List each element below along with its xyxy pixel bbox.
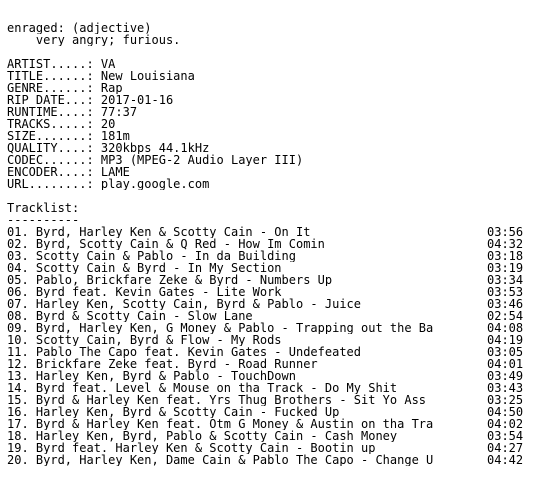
track-duration: 04:42 bbox=[487, 453, 524, 467]
track-duration: 04:19 bbox=[487, 333, 524, 347]
track-row bbox=[7, 262, 529, 274]
track-row bbox=[7, 454, 529, 466]
track-title: 07. Harley Ken, Scotty Cain, Byrd & Pablo - Juice bbox=[7, 298, 362, 310]
track-row bbox=[7, 334, 529, 346]
track-duration: 02:54 bbox=[487, 309, 524, 323]
track-title: 04. Scotty Cain & Byrd - In My Section bbox=[7, 262, 282, 274]
track-duration: 04:50 bbox=[487, 405, 524, 419]
track-row bbox=[7, 310, 529, 322]
track-title: 03. Scotty Cain & Pablo - In da Building bbox=[7, 250, 296, 262]
track-row bbox=[7, 346, 529, 358]
track-title: 15. Byrd & Harley Ken feat. Yrs Thug Brothers - Sit Yo Ass bbox=[7, 394, 427, 406]
track-title: 20. Byrd, Harley Ken, Dame Cain & Pablo The Capo - Change U bbox=[7, 454, 434, 466]
track-duration: 03:18 bbox=[487, 249, 524, 263]
track-duration: 03:25 bbox=[487, 393, 524, 407]
track-row bbox=[7, 250, 529, 262]
track-duration: 03:05 bbox=[487, 345, 524, 359]
release-info bbox=[7, 58, 529, 190]
track-title: 12. Brickfare Zeke feat. Byrd - Road Runner bbox=[7, 358, 318, 370]
track-row bbox=[7, 298, 529, 310]
track-duration: 04:01 bbox=[487, 357, 524, 371]
track-row bbox=[7, 430, 529, 442]
track-row bbox=[7, 382, 529, 394]
info-runtime: RUNTIME....: 77:37 bbox=[7, 106, 138, 118]
definition-meaning: very angry; furious. bbox=[7, 34, 181, 46]
track-duration: 03:56 bbox=[487, 225, 524, 239]
track-duration: 04:02 bbox=[487, 417, 524, 431]
spacer bbox=[7, 190, 529, 202]
track-title: 13. Harley Ken, Byrd & Pablo - TouchDown bbox=[7, 370, 296, 382]
track-row bbox=[7, 442, 529, 454]
track-row bbox=[7, 226, 529, 238]
info-quality: QUALITY....: 320kbps 44.1kHz bbox=[7, 142, 210, 154]
track-row bbox=[7, 286, 529, 298]
info-artist: ARTIST.....: VA bbox=[7, 58, 116, 70]
track-title: 14. Byrd feat. Level & Mouse on tha Track - Do My Shit bbox=[7, 382, 398, 394]
tracklist-rule: ---------- bbox=[7, 214, 80, 226]
track-title: 06. Byrd feat. Kevin Gates - Lite Work bbox=[7, 286, 282, 298]
track-title: 18. Harley Ken, Byrd, Pablo & Scotty Cain - Cash Money bbox=[7, 430, 398, 442]
track-row bbox=[7, 418, 529, 430]
info-title: TITLE......: New Louisiana bbox=[7, 70, 195, 82]
info-size: SIZE.......: 181m bbox=[7, 130, 130, 142]
info-url: URL........: play.google.com bbox=[7, 178, 210, 190]
track-title: 11. Pablo The Capo feat. Kevin Gates - Undefeated bbox=[7, 346, 362, 358]
track-duration: 03:34 bbox=[487, 273, 524, 287]
info-rip-date: RIP DATE...: 2017-01-16 bbox=[7, 94, 174, 106]
tracklist bbox=[7, 226, 529, 466]
track-title: 19. Byrd feat. Harley Ken & Scotty Cain - Bootin up bbox=[7, 442, 376, 454]
track-row bbox=[7, 238, 529, 250]
track-title: 05. Pablo, Brickfare Zeke & Byrd - Numbers Up bbox=[7, 274, 333, 286]
track-title: 02. Byrd, Scotty Cain & Q Red - How Im Comin bbox=[7, 238, 325, 250]
track-duration: 03:19 bbox=[487, 261, 524, 275]
info-codec: CODEC......: MP3 (MPEG-2 Audio Layer III) bbox=[7, 154, 304, 166]
track-duration: 04:27 bbox=[487, 441, 524, 455]
spacer bbox=[7, 46, 529, 58]
track-duration: 03:46 bbox=[487, 297, 524, 311]
nfo-document bbox=[7, 22, 529, 466]
definition-word: enraged: (adjective) bbox=[7, 22, 152, 34]
tracklist-heading: Tracklist: bbox=[7, 202, 80, 214]
track-row bbox=[7, 370, 529, 382]
track-title: 01. Byrd, Harley Ken & Scotty Cain - On It bbox=[7, 226, 311, 238]
info-tracks: TRACKS.....: 20 bbox=[7, 118, 116, 130]
track-title: 17. Byrd & Harley Ken feat. Otm G Money & Austin on tha Tra bbox=[7, 418, 434, 430]
track-title: 16. Harley Ken, Byrd & Scotty Cain - Fucked Up bbox=[7, 406, 340, 418]
track-title: 10. Scotty Cain, Byrd & Flow - My Rods bbox=[7, 334, 282, 346]
track-duration: 04:32 bbox=[487, 237, 524, 251]
track-title: 09. Byrd, Harley Ken, G Money & Pablo - Trapping out the Ba bbox=[7, 322, 434, 334]
track-row bbox=[7, 394, 529, 406]
track-duration: 03:53 bbox=[487, 285, 524, 299]
track-duration: 03:49 bbox=[487, 369, 524, 383]
info-genre: GENRE......: Rap bbox=[7, 82, 123, 94]
track-row bbox=[7, 406, 529, 418]
track-duration: 03:43 bbox=[487, 381, 524, 395]
track-duration: 04:08 bbox=[487, 321, 524, 335]
track-duration: 03:54 bbox=[487, 429, 524, 443]
track-row bbox=[7, 358, 529, 370]
track-row bbox=[7, 274, 529, 286]
track-row bbox=[7, 322, 529, 334]
info-encoder: ENCODER....: LAME bbox=[7, 166, 130, 178]
track-title: 08. Byrd & Scotty Cain - Slow Lane bbox=[7, 310, 253, 322]
